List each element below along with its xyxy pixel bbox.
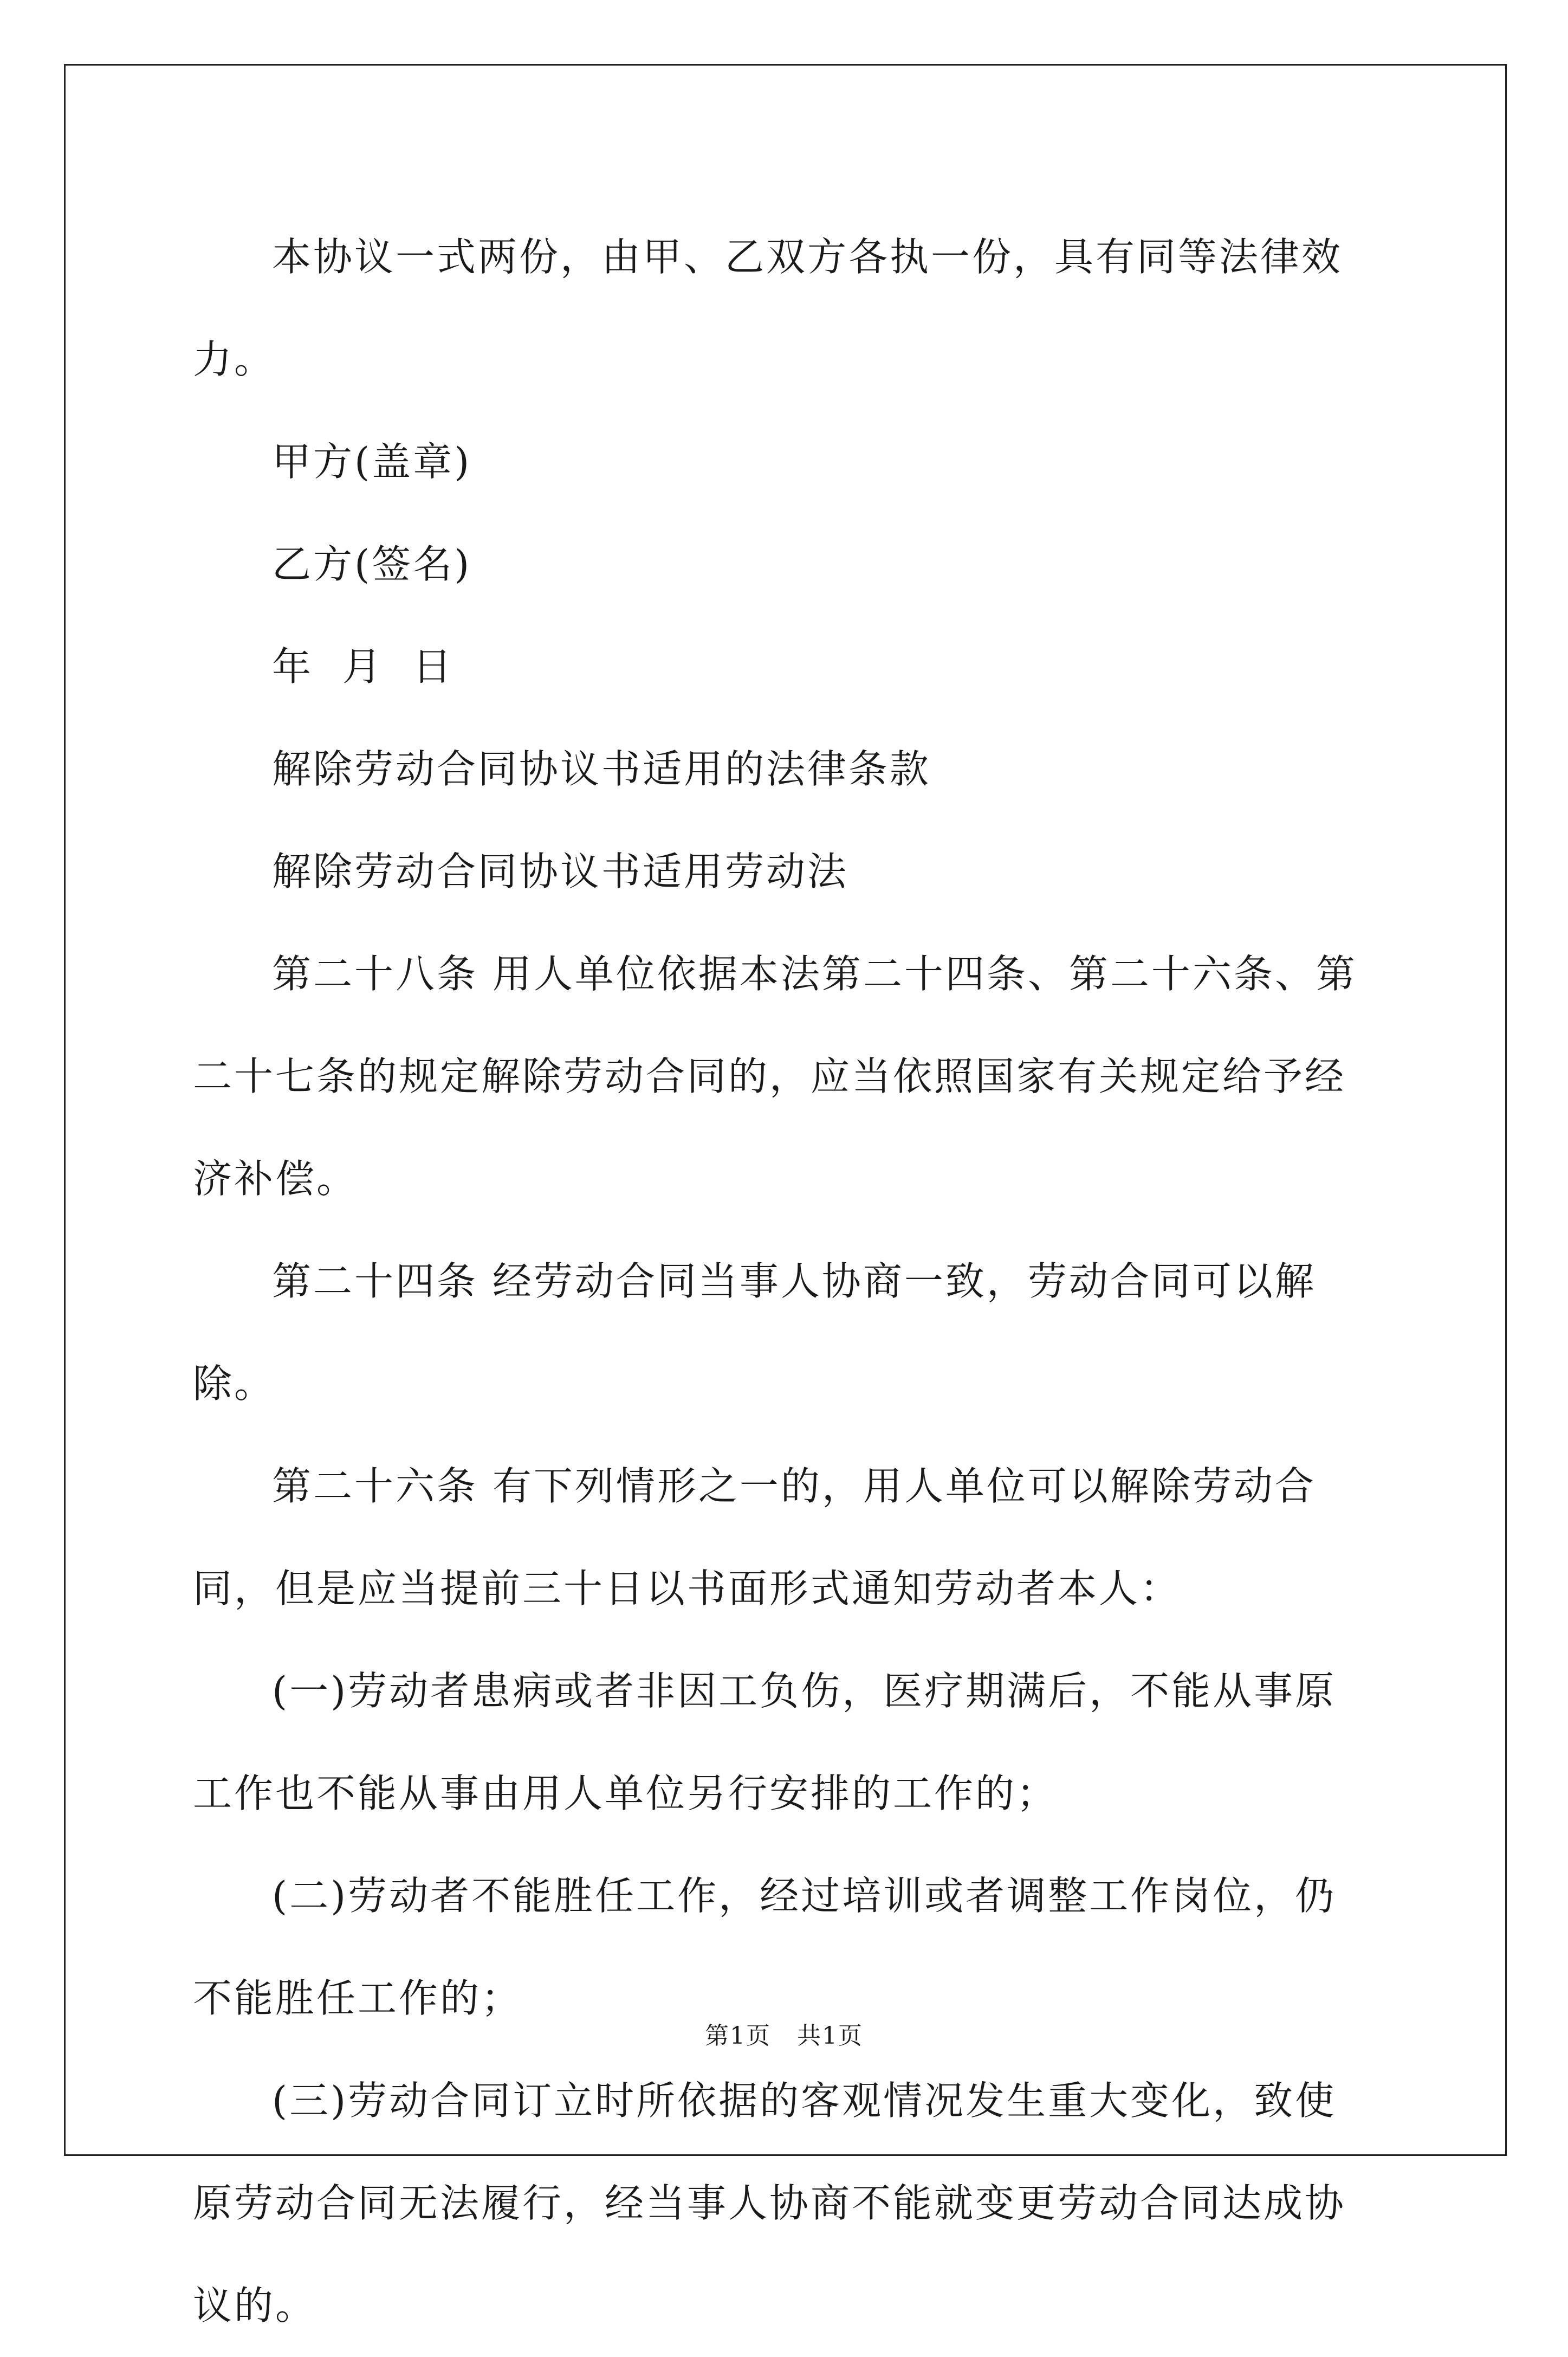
paragraph-item-2: (二)劳动者不能胜任工作，经过培训或者调整工作岗位，仍不能胜任工作的； xyxy=(193,1873,1337,2021)
paragraph-article-28: 第二十八条 用人单位依据本法第二十四条、第二十六条、第二十七条的规定解除劳动合同的，应当依照国家有关规定给予经济补偿。 xyxy=(193,951,1357,1202)
paragraph-legal-provisions-heading: 解除劳动合同协议书适用的法律条款 xyxy=(272,746,931,792)
paragraph-article-26: 第二十六条 有下列情形之一的，用人单位可以解除劳动合同，但是应当提前三十日以书面形式通知劳动者本人： xyxy=(193,1463,1316,1611)
paragraph-item-3: (三)劳动合同订立时所依据的客观情况发生重大变化，致使原劳动合同无法履行，经当事人协商不能就变更劳动合同达成协议的。 xyxy=(193,2078,1346,2328)
page-number-footer: 第1页 共1页 xyxy=(705,2022,863,2050)
paragraph-party-a-seal: 甲方(盖章) xyxy=(272,439,472,485)
paragraph-date-line: 年 月 日 xyxy=(272,644,454,689)
paragraph-article-24: 第二十四条 经劳动合同当事人协商一致，劳动合同可以解除。 xyxy=(193,1258,1316,1406)
paragraph-labor-law-heading: 解除劳动合同协议书适用劳动法 xyxy=(272,849,849,894)
paragraph-copies-clause: 本协议一式两份，由甲、乙双方各执一份，具有同等法律效力。 xyxy=(193,234,1343,382)
paragraph-party-b-signature: 乙方(签名) xyxy=(272,541,472,587)
paragraph-item-1: (一)劳动者患病或者非因工负伤，医疗期满后，不能从事原工作也不能从事由用人单位另行安排的工作的； xyxy=(193,1668,1337,1816)
